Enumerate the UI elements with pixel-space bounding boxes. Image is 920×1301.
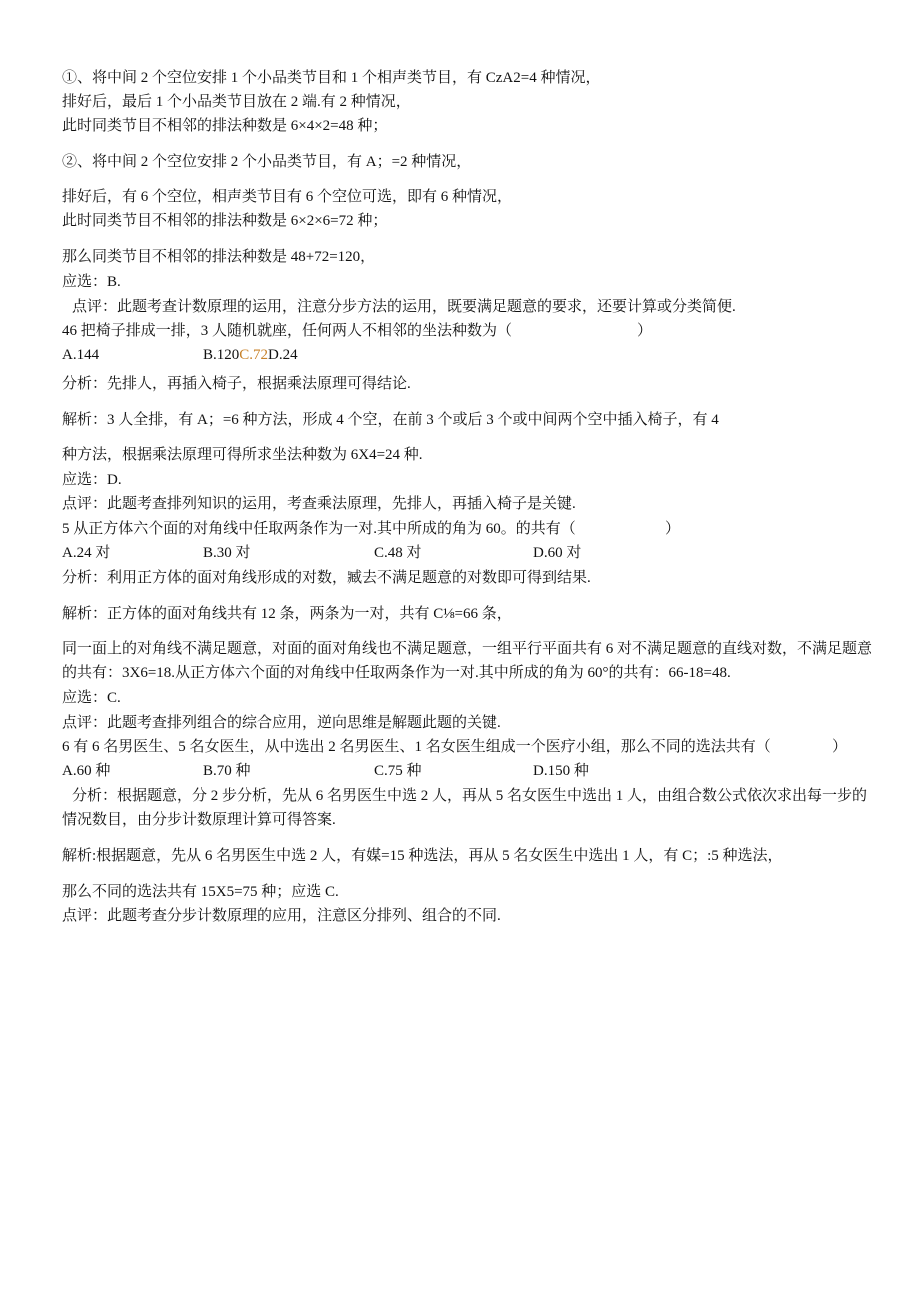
comment-line: 点评：此题考查排列组合的综合应用，逆向思维是解题此题的关键. [62, 715, 501, 731]
option-c: C.48 对 [374, 545, 422, 561]
answer-line: 应选：B. [62, 274, 121, 290]
close-paren: ） [665, 521, 681, 537]
comment-line: 点评：此题考查计数原理的运用，注意分步方法的运用，既要满足题意的要求，还要计算或分类简便. [72, 299, 736, 315]
option-b: B.30 对 [203, 545, 251, 561]
analysis-line: 分析：根据题意，分 2 步分析，先从 6 名男医生中选 2 人，再从 5 名女医生中选出 1 人，由组合数公式依次求出每一步的 [72, 788, 868, 804]
option-d: D.150 种 [533, 763, 589, 779]
solution-line: 解析：3 人全排，有 A；=6 种方法，形成 4 个空，在前 3 个或后 3 个或中间两个空中插入椅子，有 4 [62, 412, 719, 428]
text-line: ②、将中间 2 个空位安排 2 个小品类节目，有 A；=2 种情况， [62, 154, 472, 170]
text-line: 那么不同的选法共有 15X5=75 种；应选 C. [62, 884, 339, 900]
option-b: B.70 种 [203, 763, 251, 779]
option-a: A.24 对 [62, 545, 111, 561]
close-paren: ） [637, 323, 653, 339]
option-d: D.60 对 [533, 545, 582, 561]
text-line: 种方法，根据乘法原理可得所求坐法种数为 6X4=24 种. [62, 447, 423, 463]
solution-line: 解析：正方体的面对角线共有 12 条，两条为一对，共有 C⅛=66 条， [62, 606, 512, 622]
question-46: 46 把椅子排成一排，3 人随机就座，任何两人不相邻的坐法种数为（ [62, 323, 513, 339]
text-line: 此时同类节目不相邻的排法种数是 6×4×2=48 种； [62, 118, 388, 134]
question-5: 5 从正方体六个面的对角线中任取两条作为一对.其中所成的角为 60。的共有（ [62, 521, 576, 537]
solution-line: 解析:根据题意，先从 6 名男医生中选 2 人，有媒=15 种选法，再从 5 名女医生中选出 1 人，有 C；:5 种选法， [62, 848, 783, 864]
answer-line: 应选：D. [62, 472, 122, 488]
text-line: 那么同类节目不相邻的排法种数是 48+72=120， [62, 249, 376, 265]
option-a: A.144 [62, 347, 100, 363]
answer-line: 应选：C. [62, 690, 121, 706]
text-line: 此时同类节目不相邻的排法种数是 6×2×6=72 种； [62, 213, 388, 229]
analysis-line: 分析：利用正方体的面对角线形成的对数，臧去不满足题意的对数即可得到结果. [62, 570, 591, 586]
option-b-c-d [203, 345, 298, 365]
text-line: 排好后，有 6 个空位，相声类节目有 6 个空位可选，即有 6 种情况， [62, 189, 513, 205]
analysis-line: 分析：先排人，再插入椅子，根据乘法原理可得结论. [62, 376, 411, 392]
option-c: C.75 种 [374, 763, 422, 779]
option-d: D.24 [268, 347, 298, 363]
text-line: 情况数目，由分步计数原理计算可得答案. [62, 812, 336, 828]
option-b: B.120 [203, 347, 240, 363]
option-c: C.72 [239, 347, 269, 363]
comment-line: 点评：此题考查排列知识的运用，考查乘法原理，先排人，再插入椅子是关键. [62, 496, 576, 512]
question-6: 6 有 6 名男医生、5 名女医生，从中选出 2 名男医生、1 名女医生组成一个医疗小组，那么不同的选法共有（ [62, 739, 771, 755]
text-line: 排好后，最后 1 个小品类节目放在 2 端.有 2 种情况， [62, 94, 411, 110]
text-line: 的共有：3X6=18.从正方体六个面的对角线中任取两条作为一对.其中所成的角为 60°的共有：66-18=48. [62, 665, 731, 681]
text-line: 同一面上的对角线不满足题意，对面的面对角线也不满足题意，一组平行平面共有 6 对不满足题意的直线对数，不满足题意 [62, 641, 873, 657]
comment-line: 点评：此题考查分步计数原理的应用，注意区分排列、组合的不同. [62, 908, 501, 924]
option-a: A.60 种 [62, 763, 111, 779]
close-paren: ） [832, 739, 848, 755]
text-line: ①、将中间 2 个空位安排 1 个小品类节目和 1 个相声类节目，有 CzA2=4 种情况， [62, 70, 601, 86]
